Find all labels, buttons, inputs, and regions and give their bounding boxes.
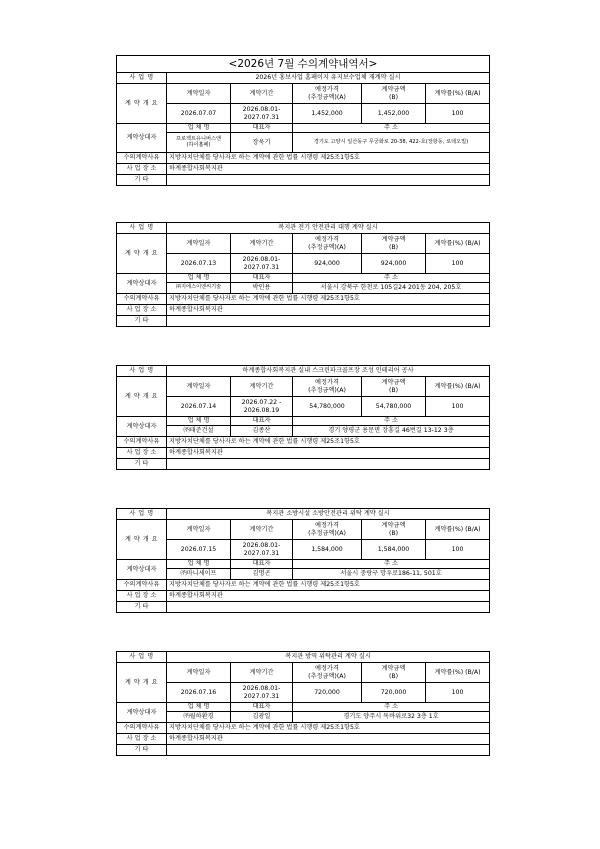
contract-period-label: 계약기간 (231, 84, 293, 104)
contract-date-label: 계약일자 (167, 663, 231, 683)
contract-summary-label: 계 약 개 요 (117, 377, 167, 417)
contract-reason: 지방자치단체를 당사자로 하는 계약에 관한 법률 시행령 제25조1항5호 (167, 437, 490, 448)
estimated-price-label: 예정가격 (추정금액)(A) (293, 234, 362, 254)
estimated-price-label: 예정가격 (추정금액)(A) (293, 84, 362, 104)
contract-date-label: 계약일자 (167, 377, 231, 397)
company-name-label: 업 체 명 (167, 274, 231, 283)
contract-summary-label: 계 약 개 요 (117, 663, 167, 703)
contract-table-2 (116, 222, 490, 327)
contract-period-label: 계약기간 (231, 520, 293, 540)
contract-date-label: 계약일자 (167, 84, 231, 104)
other-label: 기 타 (117, 602, 167, 613)
company-name-label: 업 체 명 (167, 560, 231, 569)
reason-label: 수의계약사유 (117, 153, 167, 164)
contract-ratio: 100 (426, 104, 490, 124)
contract-amount-label: 계약금액 (B) (362, 377, 426, 397)
representative: 장욱기 (231, 133, 293, 153)
contract-period: 2026.08.01- 2027.07.31 (231, 683, 293, 703)
contract-period: 2026.08.01- 2027.07.31 (231, 540, 293, 560)
representative-label: 대표자 (231, 124, 293, 133)
contract-summary-label: 계 약 개 요 (117, 520, 167, 560)
representative: 김광일 (231, 712, 293, 723)
contract-table-4 (116, 508, 490, 613)
company-name: ㈜태준건설 (167, 426, 231, 437)
estimated-price: 54,780,000 (293, 397, 362, 417)
address-label: 주 소 (293, 560, 490, 569)
contract-summary-label: 계 약 개 요 (117, 84, 167, 124)
company-address: 서울시 중랑구 망우로186-11, 501호 (293, 569, 490, 580)
contract-period-label: 계약기간 (231, 663, 293, 683)
counterparty-label: 계약상대자 (117, 560, 167, 580)
estimated-price: 924,000 (293, 254, 362, 274)
contract-date: 2026.07.07 (167, 104, 231, 124)
project-location: 하계종합사회복지관 (167, 305, 490, 316)
project-name-label: 사 업 명 (117, 509, 167, 520)
project-name: 2026년 홍보사업 홈페이지 유지보수업체 재계약 실시 (167, 73, 490, 84)
contract-ratio: 100 (426, 683, 490, 703)
company-name: 프로젝트유니버스앤 (하이홈페) (167, 133, 231, 153)
representative-label: 대표자 (231, 560, 293, 569)
address-label: 주 소 (293, 417, 490, 426)
other-notes (167, 459, 490, 470)
contract-amount: 924,000 (362, 254, 426, 274)
project-location: 하계종합사회복지관 (167, 591, 490, 602)
address-label: 주 소 (293, 274, 490, 283)
estimated-price: 1,452,000 (293, 104, 362, 124)
estimated-price-label: 예정가격 (추정금액)(A) (293, 377, 362, 397)
contract-period: 2026.07.22 - 2026.08.19 (231, 397, 293, 417)
location-label: 사 업 장 소 (117, 164, 167, 175)
company-name: ㈜월하환경 (167, 712, 231, 723)
reason-label: 수의계약사유 (117, 437, 167, 448)
contract-ratio: 100 (426, 397, 490, 417)
contract-period: 2026.08.01- 2027.07.31 (231, 104, 293, 124)
other-label: 기 타 (117, 459, 167, 470)
contract-date: 2026.07.16 (167, 683, 231, 703)
contract-amount: 1,452,000 (362, 104, 426, 124)
company-name: ㈜지에스이엔씨기술 (167, 283, 231, 294)
company-address: 경기도 양주시 독바위로32 3층 1호 (293, 712, 490, 723)
other-notes (167, 745, 490, 756)
contract-period: 2026.08.01- 2027.07.31 (231, 254, 293, 274)
contract-period-label: 계약기간 (231, 377, 293, 397)
estimated-price-label: 예정가격 (추정금액)(A) (293, 663, 362, 683)
project-location: 하계종합사회복지관 (167, 164, 490, 175)
project-location: 하계종합사회복지관 (167, 448, 490, 459)
company-name-label: 업 체 명 (167, 703, 231, 712)
company-address: 경기도 고양시 일산동구 무궁화로 20-38, 422-호(장항동, 로데오빌) (293, 133, 490, 153)
estimated-price: 720,000 (293, 683, 362, 703)
address-label: 주 소 (293, 124, 490, 133)
counterparty-label: 계약상대자 (117, 124, 167, 153)
location-label: 사 업 장 소 (117, 734, 167, 745)
location-label: 사 업 장 소 (117, 591, 167, 602)
company-name-label: 업 체 명 (167, 417, 231, 426)
contract-amount-label: 계약금액 (B) (362, 84, 426, 104)
contract-period-label: 계약기간 (231, 234, 293, 254)
reason-label: 수의계약사유 (117, 580, 167, 591)
representative: 박인용 (231, 283, 293, 294)
representative-label: 대표자 (231, 274, 293, 283)
other-label: 기 타 (117, 316, 167, 327)
project-name-label: 사 업 명 (117, 652, 167, 663)
project-name: 복지관 전기 안전관리 대행 계약 실시 (167, 223, 490, 234)
contract-amount-label: 계약금액 (B) (362, 234, 426, 254)
estimated-price-label: 예정가격 (추정금액)(A) (293, 520, 362, 540)
other-label: 기 타 (117, 175, 167, 186)
ratio-label: 계약률(%) (B/A) (426, 520, 490, 540)
location-label: 사 업 장 소 (117, 448, 167, 459)
estimated-price: 1,584,000 (293, 540, 362, 560)
counterparty-label: 계약상대자 (117, 703, 167, 723)
representative: 김명곤 (231, 569, 293, 580)
contract-amount-label: 계약금액 (B) (362, 663, 426, 683)
contract-amount-label: 계약금액 (B) (362, 520, 426, 540)
contract-reason: 지방자치단체를 당사자로 하는 계약에 관한 법률 시행령 제25조1항5호 (167, 153, 490, 164)
representative-label: 대표자 (231, 417, 293, 426)
contract-amount: 720,000 (362, 683, 426, 703)
counterparty-label: 계약상대자 (117, 417, 167, 437)
project-location: 하계종합사회복지관 (167, 734, 490, 745)
location-label: 사 업 장 소 (117, 305, 167, 316)
reason-label: 수의계약사유 (117, 723, 167, 734)
company-name-label: 업 체 명 (167, 124, 231, 133)
contract-reason: 지방자치단체를 당사자로 하는 계약에 관한 법률 시행령 제25조1항5호 (167, 723, 490, 734)
contract-table-1 (116, 55, 490, 186)
company-address: 서울시 강북구 한천로 105길24 201동 204, 205호 (293, 283, 490, 294)
contract-date: 2026.07.14 (167, 397, 231, 417)
contract-date: 2026.07.15 (167, 540, 231, 560)
other-label: 기 타 (117, 745, 167, 756)
ratio-label: 계약률(%) (B/A) (426, 377, 490, 397)
ratio-label: 계약률(%) (B/A) (426, 84, 490, 104)
project-name-label: 사 업 명 (117, 73, 167, 84)
other-notes (167, 602, 490, 613)
representative-label: 대표자 (231, 703, 293, 712)
contract-ratio: 100 (426, 540, 490, 560)
company-name: ㈜마니세이프 (167, 569, 231, 580)
ratio-label: 계약률(%) (B/A) (426, 663, 490, 683)
contract-ratio: 100 (426, 254, 490, 274)
contract-reason: 지방자치단체를 당사자로 하는 계약에 관한 법률 시행령 제25조1항5호 (167, 294, 490, 305)
contract-summary-label: 계 약 개 요 (117, 234, 167, 274)
document-title: <2026년 7월 수의계약내역서> (117, 56, 490, 73)
contract-date-label: 계약일자 (167, 234, 231, 254)
other-notes (167, 316, 490, 327)
contract-amount: 1,584,000 (362, 540, 426, 560)
reason-label: 수의계약사유 (117, 294, 167, 305)
contract-date: 2026.07.13 (167, 254, 231, 274)
company-address: 경기 양평군 용문면 장흥길 46번길 13-12 3층 (293, 426, 490, 437)
other-notes (167, 175, 490, 186)
project-name-label: 사 업 명 (117, 223, 167, 234)
project-name: 복지관 방역 위탁관리 계약 실시 (167, 652, 490, 663)
contract-reason: 지방자치단체를 당사자로 하는 계약에 관한 법률 시행령 제25조1항5호 (167, 580, 490, 591)
contract-table-5 (116, 651, 490, 756)
project-name: 복지관 소방시설 소방안전관리 위탁 계약 실시 (167, 509, 490, 520)
representative: 김종산 (231, 426, 293, 437)
project-name-label: 사 업 명 (117, 366, 167, 377)
ratio-label: 계약률(%) (B/A) (426, 234, 490, 254)
contract-date-label: 계약일자 (167, 520, 231, 540)
project-name: 하계종합사회복지관 실내 스크린파크골프장 조성 인테리어 공사 (167, 366, 490, 377)
counterparty-label: 계약상대자 (117, 274, 167, 294)
address-label: 주 소 (293, 703, 490, 712)
contract-table-3 (116, 365, 490, 470)
contract-amount: 54,780,000 (362, 397, 426, 417)
